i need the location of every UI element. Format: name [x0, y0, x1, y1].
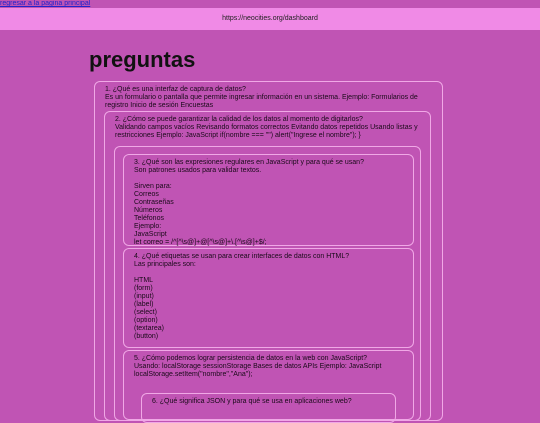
question-box-6	[141, 393, 396, 423]
answer-4-line: (button)	[134, 333, 159, 340]
answer-4-line: (textarea)	[134, 325, 164, 332]
answer-4-line: (label)	[134, 301, 154, 308]
answer-4-line: (option)	[134, 317, 158, 324]
question-2-text: 2. ¿Cómo se puede garantizar la calidad de los datos al momento de digitarlos?	[115, 116, 363, 123]
answer-3-line: let correo = /^[^\s@]+@[^\s@]+\.[^\s@]+$/;	[134, 239, 267, 246]
answer-3-spacer	[134, 175, 403, 183]
answer-4-line: (form)	[134, 285, 153, 292]
answer-4-line: Las principales son:	[134, 261, 196, 268]
answer-3-line: JavaScript	[134, 231, 167, 238]
question-4-text: 4. ¿Qué etiquetas se usan para crear interfaces de datos con HTML?	[134, 253, 350, 260]
answer-3-line: Contraseñas	[134, 199, 174, 206]
page-title: preguntas	[89, 47, 196, 72]
answer-4-line: (select)	[134, 309, 157, 316]
answer-1-text: Es un formulario o pantalla que permite ingresar información en un sistema. Ejemplo: Formularios de registro Inicio de sesión Encuestas	[105, 94, 418, 109]
question-5-text: 5. ¿Cómo podemos lograr persistencia de datos en la web con JavaScript?	[134, 355, 368, 362]
url-bar	[0, 8, 540, 30]
back-to-home-link[interactable]: regresar a la pagina principal	[0, 0, 91, 7]
question-box-3	[123, 154, 414, 246]
answer-3-line: Ejemplo:	[134, 223, 162, 230]
url-text: https://neocities.org/dashboard	[222, 15, 318, 22]
answer-3-line: Correos	[134, 191, 159, 198]
question-6-text: 6. ¿Qué significa JSON y para qué se usa en aplicaciones web?	[152, 398, 352, 405]
answer-3-line: Teléfonos	[134, 215, 164, 222]
answer-4-spacer	[134, 269, 403, 277]
answer-3-line: Sirven para:	[134, 183, 172, 190]
answer-3-line: Son patrones usados para validar textos.	[134, 167, 262, 174]
answer-2-text: Validando campos vacíos Revisando formatos correctos Evitando datos repetidos Usando listas y restricciones Ejemplo: JavaScript if(nombre === "") alert("Ingrese el nombre"); }	[115, 124, 418, 139]
answer-3-line: Números	[134, 207, 163, 214]
question-1-text: 1. ¿Qué es una interfaz de captura de datos?	[105, 86, 246, 93]
answer-4-line: HTML	[134, 277, 154, 284]
answer-4-line: (input)	[134, 293, 154, 300]
question-3-text: 3. ¿Qué son las expresiones regulares en JavaScript y para qué se usan?	[134, 159, 364, 166]
question-box-4	[123, 248, 414, 348]
answer-5-text: Usando: localStorage sessionStorage Bases de datos APIs Ejemplo: JavaScript localStorage.setItem("nombre","Ana");	[134, 363, 382, 378]
